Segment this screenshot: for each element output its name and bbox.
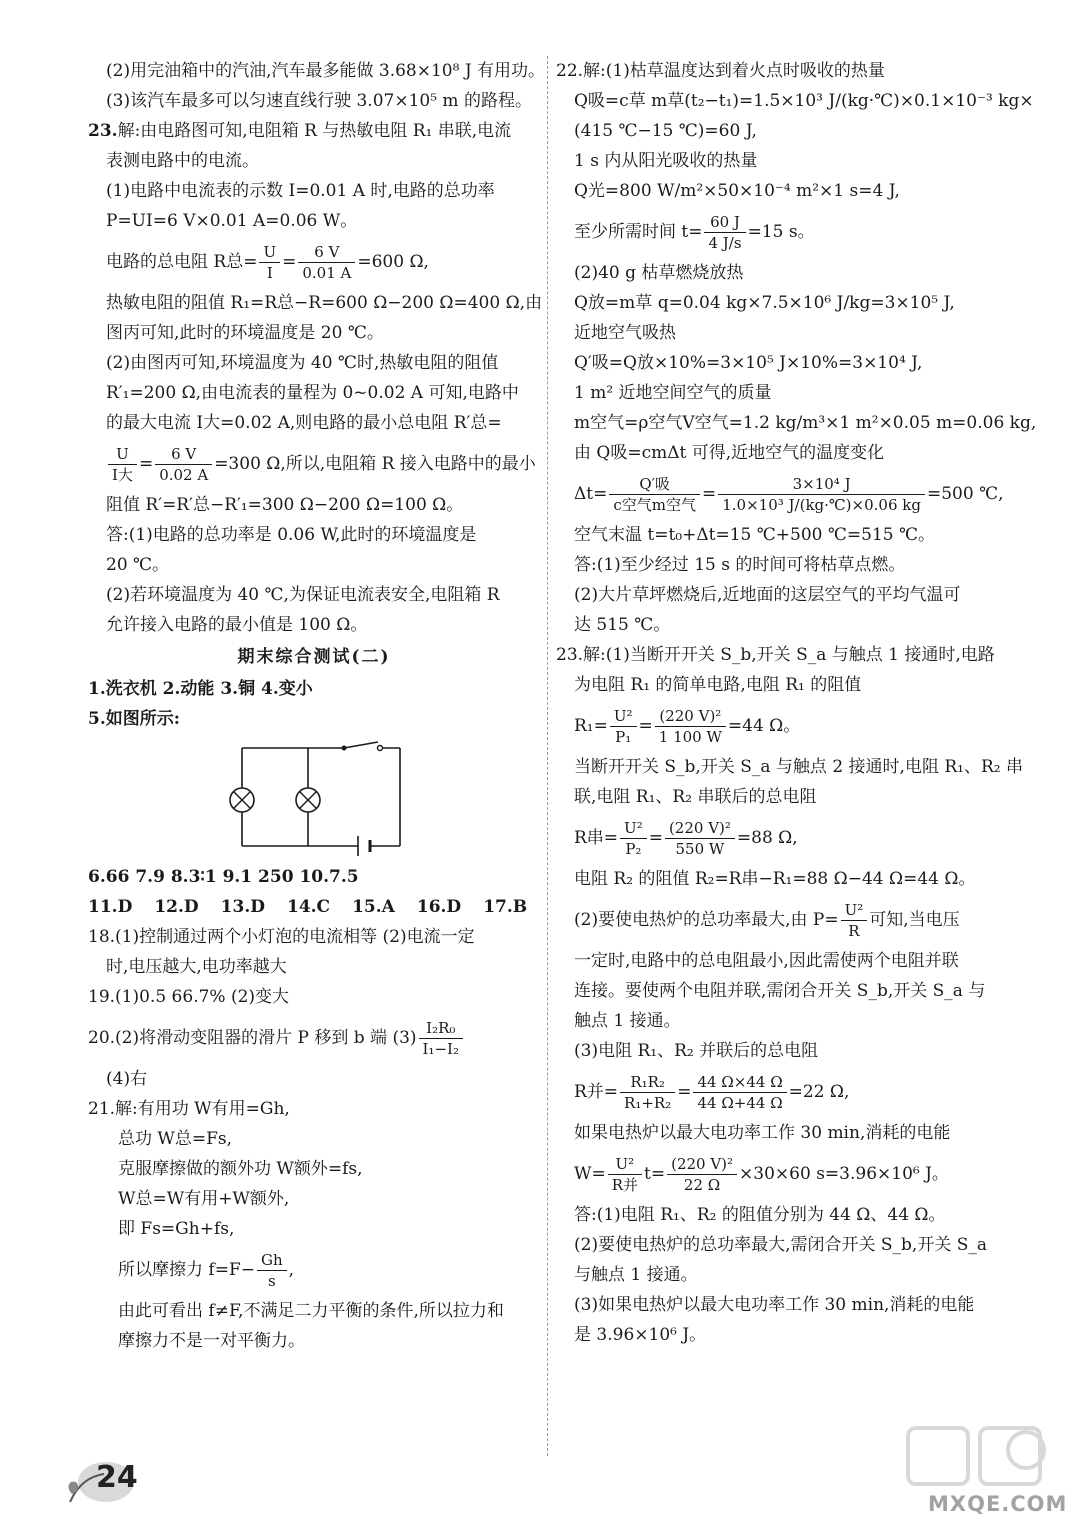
answer-line: 联,电阻 R₁、R₂ 串联后的总电阻: [574, 787, 817, 807]
question-19: 19.(1)0.5 66.7% (2)变大: [88, 987, 290, 1007]
question-5: 5.如图所示:: [88, 709, 181, 729]
answer-line: (2)要使电热炉的总功率最大,需闭合开关 S_b,开关 S_a: [574, 1235, 988, 1255]
answer-line: 1 m² 近地空间空气的质量: [574, 383, 772, 403]
answer-line: W总=W有用+W额外,: [118, 1189, 290, 1209]
answer-line: 即 Fs=Gh+fs,: [118, 1219, 235, 1239]
question-23: 23.解:(1)当断开开关 S_b,开关 S_a 与触点 1 接通时,电路: [556, 645, 995, 665]
watermark-text: MXQE.COM: [928, 1492, 1068, 1516]
mcq-item: 16.D: [416, 897, 462, 917]
answer-line: 答:(1)至少经过 15 s 的时间可将枯草点燃。: [574, 555, 906, 575]
formula-energy: W= $\frac{\text{U²}}{\text{R并}}$ t= $\frac{\text{(220 V)²}}{22 \Omega}$ ×30×60 s=3.96×10⁶ J。: [574, 1155, 949, 1194]
answer-line: 阻值 R′=R′总−R′₁=300 Ω−200 Ω=100 Ω。: [106, 495, 464, 515]
answer-line: m空气=ρ空气V空气=1.2 kg/m³×1 m²×0.05 m=0.06 kg,: [574, 413, 1037, 433]
right-column: [556, 56, 1037, 1350]
answer-line: 空气末温 t=t₀+Δt=15 ℃+500 ℃=515 ℃。: [574, 525, 936, 545]
question-18: 18.(1)控制通过两个小灯泡的电流相等 (2)电流一定: [88, 927, 475, 947]
answer-line: 一定时,电路中的总电阻最小,因此需使两个电阻并联: [574, 951, 959, 971]
question-20: 20.(2)将滑动变阻器的滑片 P 移到 b 端 (3) $\frac{\text{I₂R₀}}{\text{I₁−I₂}}$: [88, 1012, 540, 1064]
question-number: 23.: [88, 121, 118, 141]
answer-line: 时,电压越大,电功率越大: [106, 957, 287, 977]
answer-line: 近地空气吸热: [574, 323, 676, 343]
answer-line: (2)用完油箱中的汽油,汽车最多能做 3.68×10⁸ J 有用功。: [106, 61, 546, 81]
switch-blade: [344, 742, 378, 748]
answer-line: 克服摩擦做的额外功 W额外=fs,: [118, 1159, 363, 1179]
left-column: [88, 56, 546, 1356]
fill-answers-2: 6.66 7.9 8.3∶1 9.1 250 10.7.5: [88, 867, 359, 887]
answer-line: 总功 W总=Fs,: [118, 1129, 233, 1149]
answer-line: 与触点 1 接通。: [574, 1265, 698, 1285]
fill-answers-1: 1.洗衣机 2.动能 3.铜 4.变小: [88, 679, 313, 699]
answer-line: (4)右: [106, 1069, 148, 1089]
formula-total-resistance: 电路的总电阻 R总= $\frac{U}{I}$ = $\frac{6 V}{0.01 A}$ =600 Ω,: [106, 243, 429, 282]
answer-line: 1 s 内从阳光吸收的热量: [574, 151, 758, 171]
mcq-item: 11.D: [88, 897, 133, 917]
circuit-diagram: [88, 734, 540, 862]
question-23-intro: 23.解:由电路图可知,电阻箱 R 与热敏电阻 R₁ 串联,电流: [88, 121, 512, 141]
answer-line: 表测电路中的电流。: [106, 151, 259, 171]
answer-line: Q光=800 W/m²×50×10⁻⁴ m²×1 s=4 J,: [574, 181, 900, 201]
formula-r-series: R串= $\frac{\text{U²}}{\text{P₂}}$ = $\frac{\text{(220 V)²}}{550 W}$ =88 Ω,: [574, 819, 798, 858]
answer-line: (415 ℃−15 ℃)=60 J,: [574, 121, 757, 141]
answer-line: Q吸=c草 m草(t₂−t₁)=1.5×10³ J/(kg·℃)×0.1×10⁻³ kg×: [574, 91, 1034, 111]
answer-line: 为电阻 R₁ 的简单电路,电阻 R₁ 的阻值: [574, 675, 862, 695]
answer-line: 允许接入电路的最小值是 100 Ω。: [106, 615, 368, 635]
mcq-item: 15.A: [352, 897, 395, 917]
answer-line: (2)大片草坪燃烧后,近地面的这层空气的平均气温可: [574, 585, 961, 605]
lamp-1-icon: [230, 788, 254, 812]
answer-line: 答:(1)电路的总功率是 0.06 W,此时的环境温度是: [106, 525, 477, 545]
page-number: 24: [96, 1460, 138, 1495]
section-title: 期末综合测试(二): [237, 647, 391, 667]
formula-friction: 所以摩擦力 f=F− $\frac{Gh}{s}$ ,: [118, 1251, 295, 1290]
answer-line: Q′吸=Q放×10%=3×10⁵ J×10%=3×10⁴ J,: [574, 353, 923, 373]
answer-line: 连接。要使两个电阻并联,需闭合开关 S_b,开关 S_a 与: [574, 981, 986, 1001]
answer-line: R′₁=200 Ω,由电流表的量程为 0~0.02 A 可知,电路中: [106, 383, 519, 403]
answer-line: 达 515 ℃。: [574, 615, 671, 635]
answer-line: Q放=m草 q=0.04 kg×7.5×10⁶ J/kg=3×10⁵ J,: [574, 293, 955, 313]
formula-time: 至少所需时间 t= $\frac{60 J}{4 J/s}$ =15 s。: [574, 213, 815, 252]
formula-power: (2)要使电热炉的总功率最大,由 P= $\frac{\text{U²}}{R}$ 可知,当电压: [574, 901, 960, 940]
answer-line: 电阻 R₂ 的阻值 R₂=R串−R₁=88 Ω−44 Ω=44 Ω。: [574, 869, 976, 889]
question-21: 21.解:有用功 W有用=Gh,: [88, 1099, 290, 1119]
switch-contact: [378, 746, 383, 751]
answer-line: 是 3.96×10⁶ J。: [574, 1325, 707, 1345]
answer-line: 如果电热炉以最大电功率工作 30 min,消耗的电能: [574, 1123, 951, 1143]
answer-line: 当断开开关 S_b,开关 S_a 与触点 2 接通时,电阻 R₁、R₂ 串: [574, 757, 1023, 777]
formula-r1: R₁= $\frac{\text{U²}}{\text{P₁}}$ = $\frac{\text{(220 V)²}}{1 100 W}$ =44 Ω。: [574, 707, 801, 746]
answer-line: (3)如果电热炉以最大电功率工作 30 min,消耗的电能: [574, 1295, 975, 1315]
mcq-item: 17.B: [483, 897, 528, 917]
answer-line: 摩擦力不是一对平衡力。: [118, 1331, 305, 1351]
mcq-answers: [88, 892, 540, 922]
answer-line: 热敏电阻的阻值 R₁=R总−R=600 Ω−200 Ω=400 Ω,由: [106, 293, 543, 313]
answer-line: 答:(1)电阻 R₁、R₂ 的阻值分别为 44 Ω、44 Ω。: [574, 1205, 946, 1225]
formula-min-resistance: $\frac{U}{\text{I大}}$ = $\frac{6 V}{0.02 A}$ =300 Ω,所以,电阻箱 R 接入电路中的最小: [88, 438, 540, 490]
question-22: 22.解:(1)枯草温度达到着火点时吸收的热量: [556, 61, 885, 81]
answer-line: 20 ℃。: [106, 555, 170, 575]
answer-line: (2)若环境温度为 40 ℃,为保证电流表安全,电阻箱 R: [106, 585, 500, 605]
answer-line: 的最大电流 I大=0.02 A,则电路的最小总电阻 R′总=: [106, 413, 502, 433]
circuit-svg: [88, 734, 540, 862]
formula-temperature-change: Δt= $\frac{\text{Q′吸}}{\text{c空气m空气}}$ = $\frac{\text{3×10⁴ J}}{\text{1.0×10³ J/(kg·℃)×0.06 kg}}$ =500 ℃,: [574, 475, 1004, 514]
formula-r-parallel: R并= $\frac{\text{R₁R₂}}{\text{R₁+R₂}}$ = $\frac{44 \Omega\times 44 \Omega}{44 \Omega+44 \Omega}$ =22 Ω,: [574, 1073, 850, 1112]
answer-line: 由此可看出 f≠F,不满足二力平衡的条件,所以拉力和: [118, 1301, 504, 1321]
answer-line: (2)40 g 枯草燃烧放热: [574, 263, 744, 283]
switch-pivot: [342, 746, 347, 751]
lamp-2-icon: [296, 788, 320, 812]
answer-line: 图丙可知,此时的环境温度是 20 ℃。: [106, 323, 384, 343]
answer-line: (3)该汽车最多可以匀速直线行驶 3.07×10⁵ m 的路程。: [106, 91, 532, 111]
answer-line: 触点 1 接通。: [574, 1011, 681, 1031]
column-divider: [547, 56, 548, 1456]
answer-line: (1)电路中电流表的示数 I=0.01 A 时,电路的总功率: [106, 181, 495, 201]
answer-line: (2)由图丙可知,环境温度为 40 ℃时,热敏电阻的阻值: [106, 353, 499, 373]
answer-line: P=UI=6 V×0.01 A=0.06 W。: [106, 211, 358, 231]
answer-line: (3)电阻 R₁、R₂ 并联后的总电阻: [574, 1041, 819, 1061]
answer-line: 由 Q吸=cmΔt 可得,近地空气的温度变化: [574, 443, 885, 463]
mcq-item: 12.D: [154, 897, 199, 917]
mcq-item: 14.C: [286, 897, 331, 917]
mcq-item: 13.D: [220, 897, 265, 917]
